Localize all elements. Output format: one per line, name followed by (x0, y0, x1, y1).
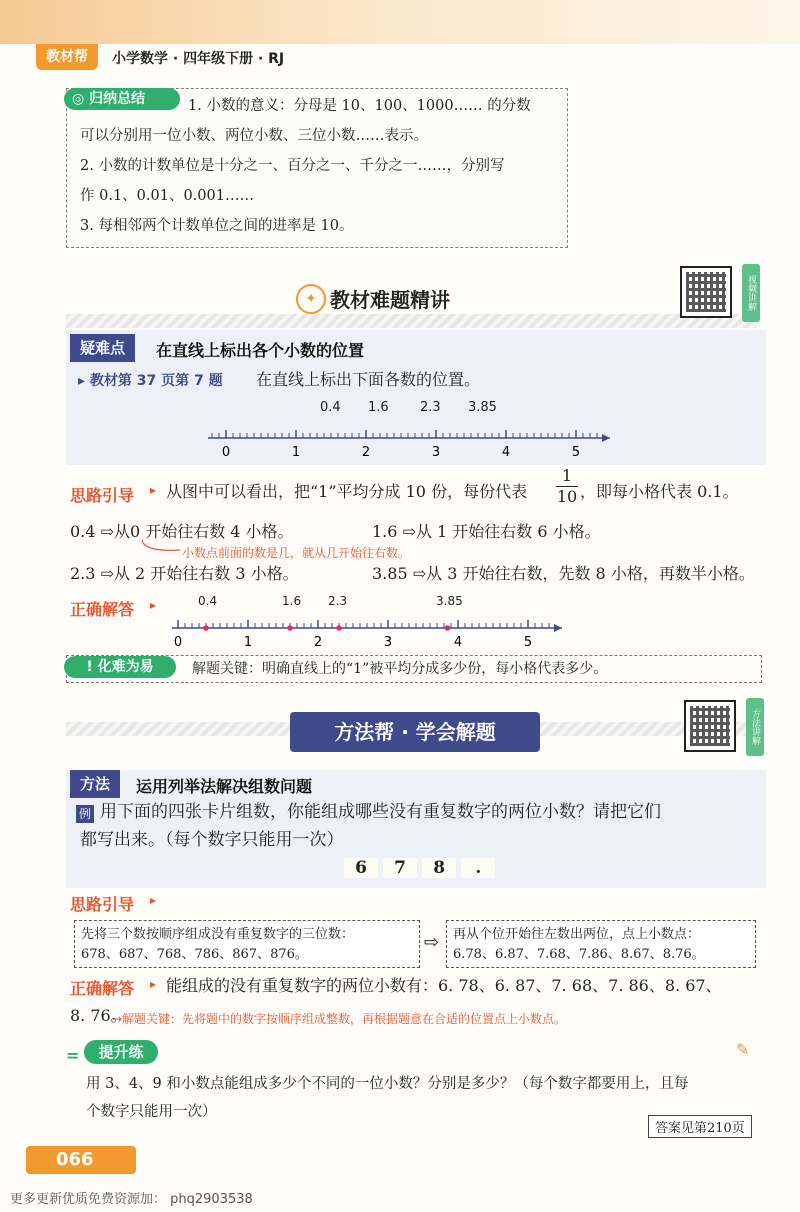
qr-code-icon[interactable] (680, 266, 732, 318)
hint-arrow-icon: ▸ (150, 483, 157, 497)
axis-arrow-icon (602, 434, 610, 442)
hint-step-1: 0.4 ⇨从0 开始往右数 4 小格。 (70, 522, 294, 541)
fraction-denominator: 10 (556, 487, 578, 506)
number-line-answer (164, 614, 588, 650)
answer1-label: 正确解答 (70, 600, 135, 619)
summary-line-5: 3. 每相邻两个计数单位之间的进率是 10。 (80, 218, 354, 234)
practice-tag: 提升练 (84, 1040, 158, 1064)
tip-text: 解题关键：明确直线上的“1”被平均分成多少份，每小格代表多少。 (192, 661, 608, 677)
hint2-box1-line1: 先将三个数按顺序组成没有重复数字的三位数： (81, 927, 355, 942)
tip-tag: ! 化难为易 (64, 656, 176, 678)
axis-tick-label: 0 (173, 635, 183, 650)
difficulty-title: 在直线上标出各个小数的位置 (156, 341, 365, 360)
summary-line-1: 1. 小数的意义：分母是 10、100、1000…… 的分数 (188, 98, 531, 114)
axis-tick-label: 5 (571, 445, 581, 460)
footer-note: 更多更新优质免费资源加： phq2903538 (10, 1192, 253, 1207)
summary-tag: ◎ 归纳总结 (64, 88, 180, 110)
hint2-box1-line2: 678、687、768、786、867、876。 (81, 947, 308, 962)
hint2-box-2 (446, 920, 756, 968)
qr-code-icon-2[interactable] (684, 700, 736, 752)
number-line-question (200, 424, 640, 460)
card-7: 7 (383, 858, 417, 878)
axis-tick-label: 3 (383, 635, 393, 650)
answer-label-3: 2.3 (328, 594, 348, 608)
answer2-label: 正确解答 (70, 979, 135, 998)
answer-label-1: 0.4 (198, 594, 218, 608)
answer-label-2: 1.6 (282, 594, 302, 608)
summary-line-3: 2. 小数的计数单位是十分之一、百分之一、千分之一……，分别写 (80, 158, 505, 174)
answer2-line-1: 能组成的没有重复数字的两位小数有：6. 78、6. 87、7. 68、7. 86、8. 67、 (166, 976, 722, 995)
hint2-box2-line2: 6.78、6.87、7.68、7.86、8.67、8.76。 (453, 947, 705, 962)
summary-line-4: 作 0.1、0.01、0.001…… (80, 188, 254, 204)
summary-line-2: 可以分别用一位小数、两位小数、三位小数……表示。 (80, 128, 428, 144)
number-label-2: 1.6 (368, 400, 389, 415)
practice-line-2: 个数字只能用一次） (86, 1104, 217, 1120)
answer-point (445, 625, 451, 631)
fraction-numerator: 1 (561, 466, 573, 485)
difficulty-tag: 疑难点 (70, 334, 135, 362)
axis-tick-label: 1 (291, 445, 301, 460)
card-dot: . (461, 858, 495, 878)
card-6: 6 (344, 858, 378, 878)
number-label-1: 0.4 (320, 400, 341, 415)
answer-point (287, 625, 293, 631)
hint2-label: 思路引导 (70, 895, 135, 914)
answer-point (336, 625, 342, 631)
section1-title: 教材难题精讲 (330, 288, 450, 312)
answer-reference: 答案见第210页 (648, 1115, 752, 1138)
hint-text-before: 从图中可以看出，把“1”平均分成 10 份，每份代表 (166, 482, 528, 501)
axis-tick-label: 5 (523, 635, 533, 650)
axis-tick-label: 4 (501, 445, 511, 460)
axis-tick-label: 2 (313, 635, 323, 650)
example-question-1: 用下面的四张卡片组数，你能组成哪些没有重复数字的两位小数？请把它们 (100, 802, 661, 822)
page-number: 066 (26, 1146, 136, 1174)
axis-tick-label: 2 (361, 445, 371, 460)
method-title: 运用列举法解决组数问题 (136, 777, 313, 796)
fraction (556, 466, 578, 507)
difficulty-question: 在直线上标出下面各数的位置。 (256, 370, 481, 389)
answer1-arrow-icon: ▸ (150, 598, 157, 612)
hint-step-2: 1.6 ⇨从 1 开始往右数 6 小格。 (372, 522, 601, 541)
hint2-arrow-icon: ▸ (150, 893, 157, 907)
number-label-4: 3.85 (468, 400, 497, 415)
textbook-source: ▸ 教材第 37 页第 7 题 (78, 373, 223, 389)
hint-text-after: ，即每小格代表 0.1。 (580, 482, 739, 501)
pencil-icon: ✎ (736, 1040, 750, 1059)
hint-label: 思路引导 (70, 486, 135, 505)
right-arrow-icon: ⇨ (424, 932, 440, 953)
practice-line-1: 用 3、4、9 和小数点能组成多少个不同的一位小数？分别是多少？（每个数字都要用上，且每 (86, 1076, 689, 1092)
card-8: 8 (422, 858, 456, 878)
method-tag: 方法 (70, 770, 120, 798)
example-question-2: 都写出来。（每个数字只能用一次） (80, 830, 344, 850)
lightbulb-icon: ✦ (296, 284, 326, 314)
section2-title: 方法帮 · 学会解题 (290, 712, 540, 752)
method-side-tab[interactable]: 方法讲解 (746, 698, 764, 756)
hint2-box-1 (74, 920, 420, 968)
axis-tick-label: 3 (431, 445, 441, 460)
answer2-line-2: 8. 76。 (70, 1006, 127, 1025)
note-arrow-icon (136, 538, 186, 558)
axis-arrow-icon (554, 624, 562, 632)
hint-step-4: 3.85 ⇨从 3 开始往右数，先数 8 小格，再数半小格。 (372, 564, 755, 583)
answer2-note: →解题关键：先将题中的数字按顺序组成整数，再根据题意在合适的位置点上小数点。 (112, 1012, 567, 1026)
answer-point (203, 625, 209, 631)
section1-stripe (66, 314, 756, 328)
axis-tick-label: 1 (243, 635, 253, 650)
answer2-arrow-icon: ▸ (150, 977, 157, 991)
video-side-tab[interactable]: 视频讲解 (742, 264, 760, 322)
hint-step-3: 2.3 ⇨从 2 开始往右数 3 小格。 (70, 564, 299, 583)
header-band (0, 0, 800, 44)
axis-tick-label: 0 (221, 445, 231, 460)
brand-tag: 教材帮 (36, 44, 98, 70)
axis-tick-label: 4 (453, 635, 463, 650)
number-label-3: 2.3 (420, 400, 441, 415)
hint2-box2-line1: 再从个位开始往左数出两位，点上小数点： (453, 927, 701, 942)
example-tag: 例 (76, 805, 94, 823)
practice-mark-icon: = (66, 1046, 80, 1065)
card-row (344, 858, 495, 878)
hint-note: 小数点前面的数是几，就从几开始往右数。 (182, 546, 411, 560)
answer-label-4: 3.85 (436, 594, 463, 608)
breadcrumb: 小学数学 · 四年级下册 · RJ (112, 51, 285, 67)
